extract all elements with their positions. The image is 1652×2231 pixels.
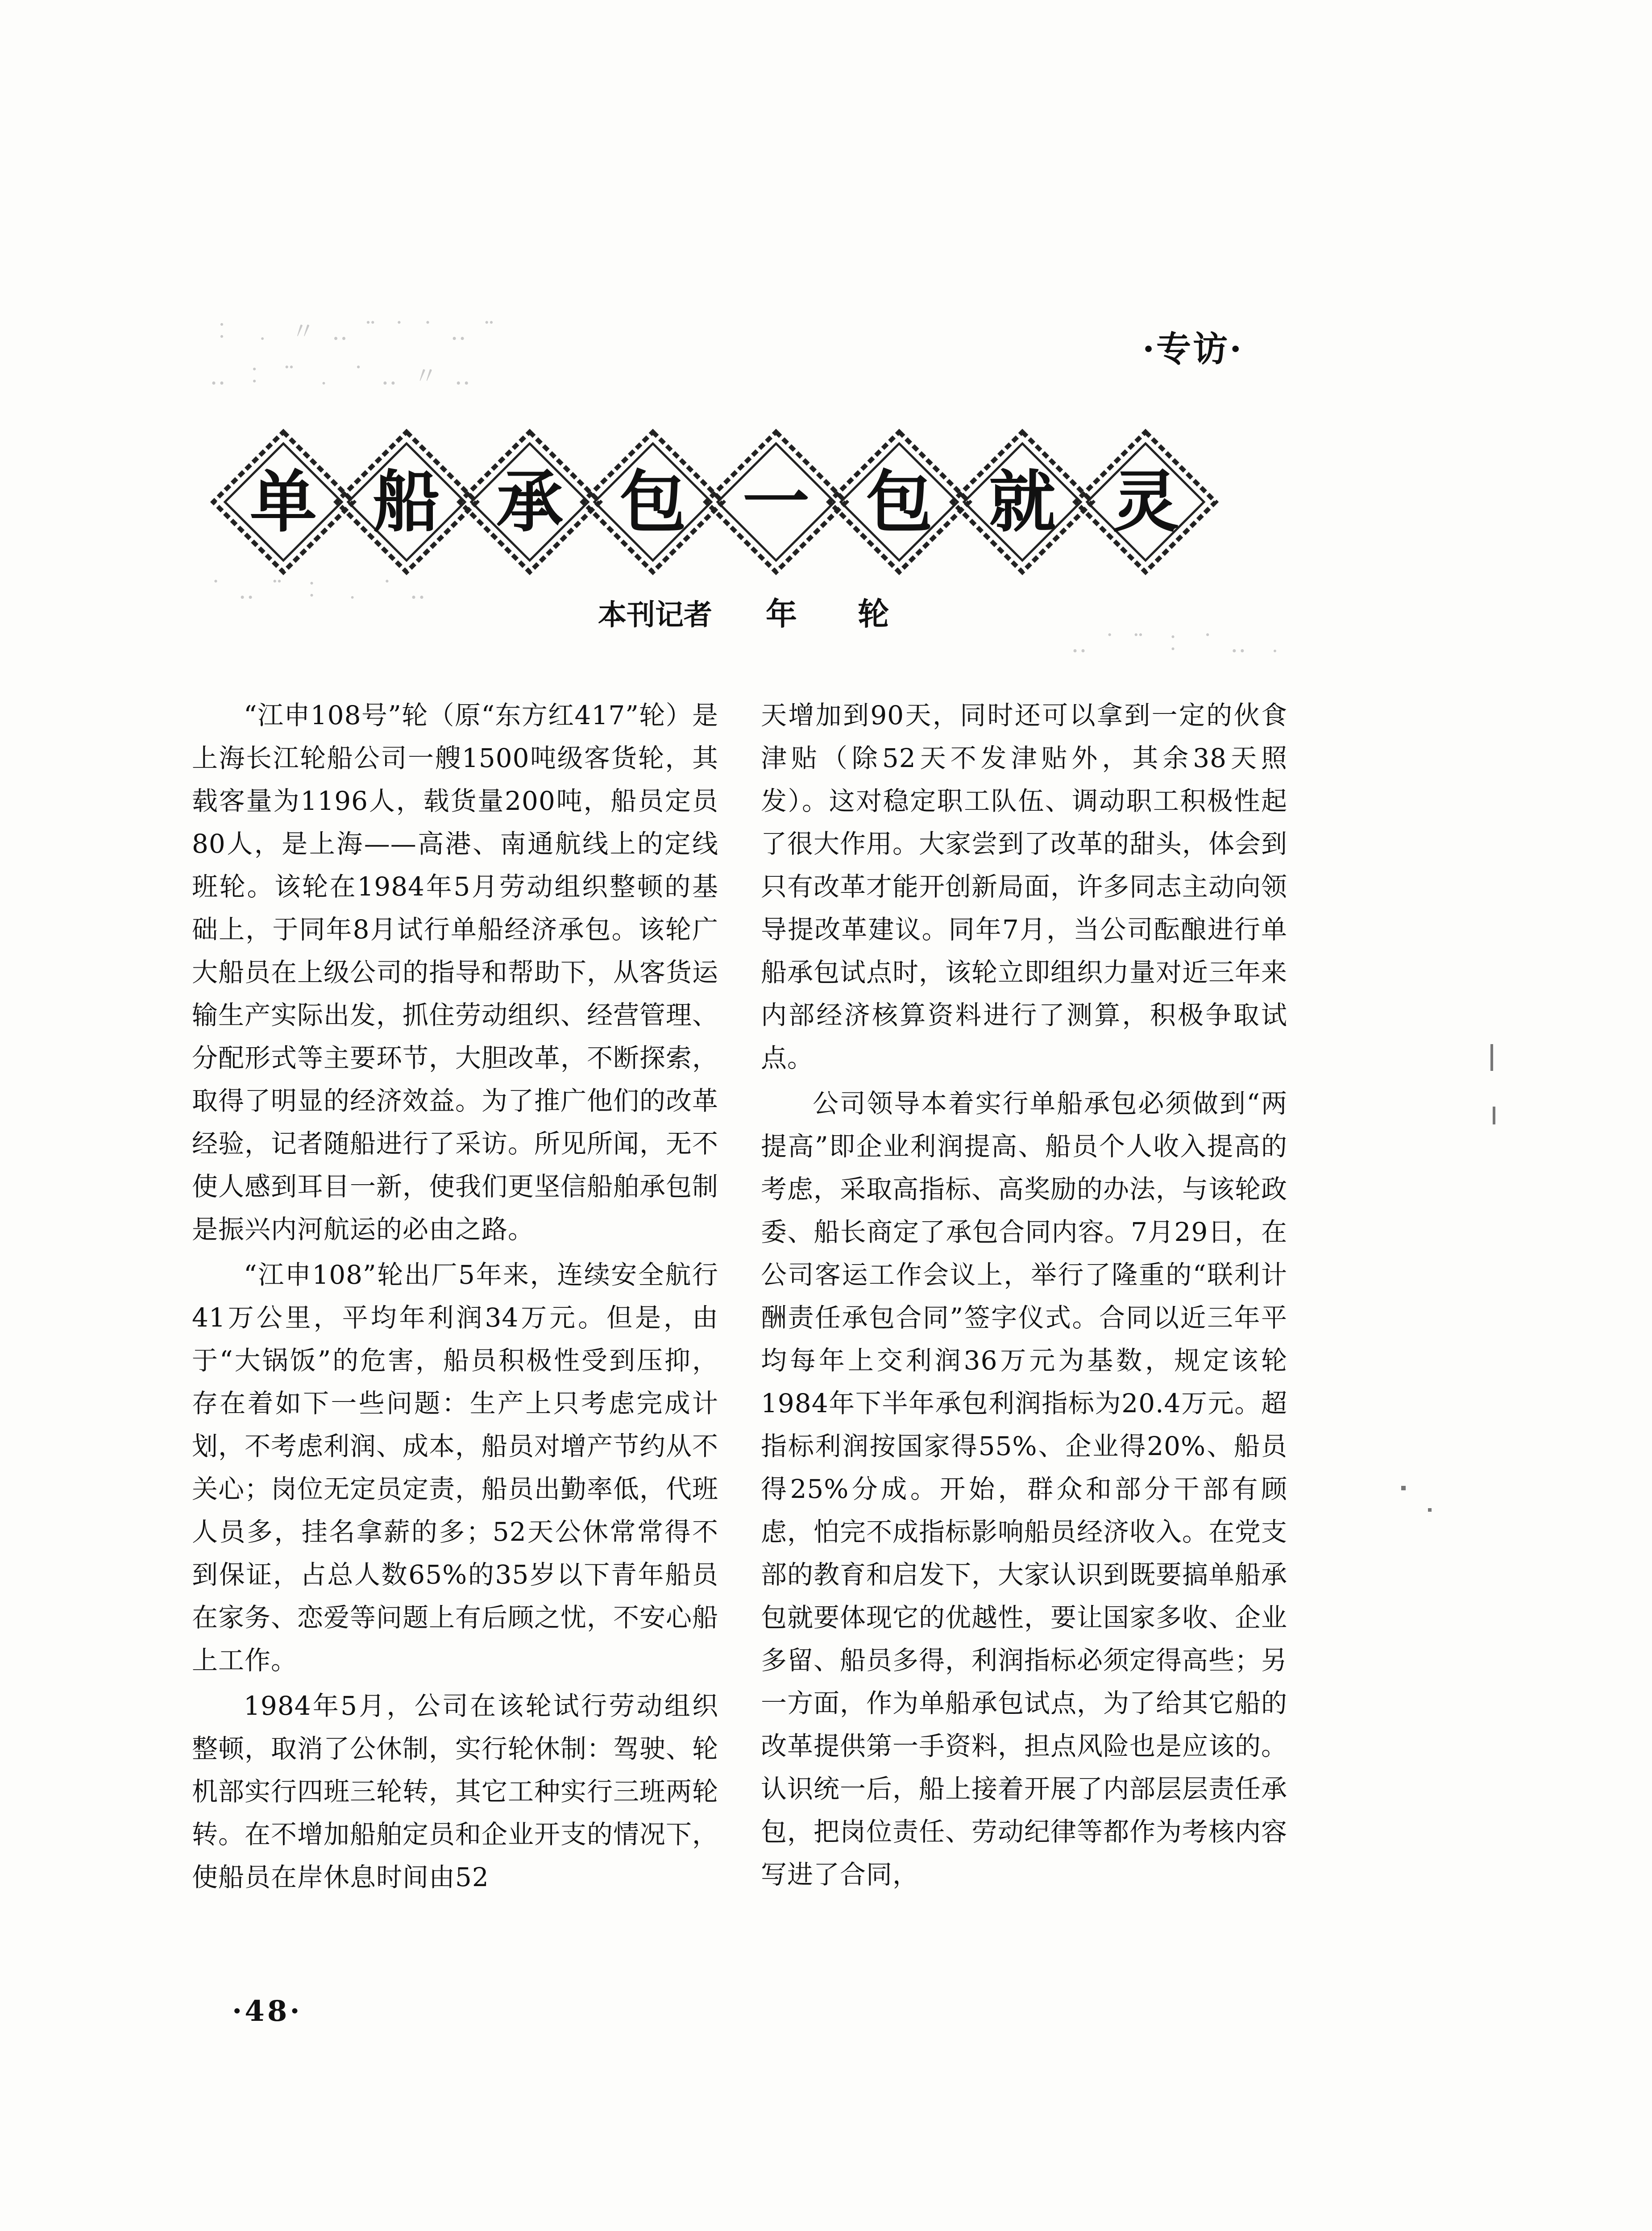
paragraph: 公司领导本着实行单船承包必须做到“两提高”即企业利润提高、船员个人收入提高的考虑，采取高指标、高奖励的办法，与该轮政委、船长商定了承包合同内容。7月29日，在公司客运工作会议上，举行了隆重的“联利计酬责任承包合同”签字仪式。合同以近三年平均每年上交利润36万元为基数，规定该轮1984年下半年承包利润指标为20.4万元。超指标利润按国家得55%、企业得20%、船员得25%分成。开始，群众和部分干部有顾虑，怕完不成指标影响船员经济收入。在党支部的教育和启发下，大家认识到既要搞单船承包就要体现它的优越性，要让国家多收、企业多留、船员多得，利润指标必须定得高些；另一方面，作为单船承包试点，为了给其它船的改革提供第一手资料，担点风险也是应该的。认识统一后，船上接着开展了内部层层责任承包，把岗位责任、劳动纪律等都作为考核内容写进了合同， — [761, 1088, 1288, 1890]
scan-speck — [1493, 1107, 1495, 1124]
scan-speck — [1401, 1486, 1406, 1490]
title-char: 包 — [865, 463, 933, 541]
paragraph: 天增加到90天，同时还可以拿到一定的伙食津贴（除52天不发津贴外，其余38天照发）。这对稳定职工队伍、调动职工积极性起了很大作用。大家尝到了改革的甜头，体会到只有改革才能开创新局面，许多同志主动向领导提改革建议。同年7月，当公司酝酿进行单船承包试点时，该轮立即组织力量对近三年来内部经济核算资料进行了测算，积极争取试点。 — [761, 700, 1288, 1073]
byline-author: 年 轮 — [766, 595, 914, 632]
paragraph: “江申108”轮出厂5年来，连续安全航行41万公里，平均年利润34万元。但是，由于“大锅饭”的危害，船员积极性受到压抑，存在着如下一些问题：生产上只考虑完成计划，不考虑利润、成本，船员对增产节约从不关心；岗位无定员定责，船员出勤率低，代班人员多，挂名拿薪的多；52天公休常常得不到保证，占总人数65%的35岁以下青年船员在家务、恋爱等问题上有后顾之忧，不安心船上工作。 — [192, 1260, 719, 1675]
right-column — [761, 694, 1287, 1899]
column-tag: ·专访· — [1142, 329, 1244, 369]
scan-speck — [1490, 1044, 1493, 1071]
title-char: 灵 — [1112, 463, 1179, 541]
paragraph: “江申108号”轮（原“东方红417”轮）是上海长江轮船公司一艘1500吨级客货轮，其载客量为1196人，载货量200吨，船员定员80人，是上海——高港、南通航线上的定线班轮。该轮在1984年5月劳动组织整顿的基础上，于同年8月试行单船经济承包。该轮广大船员在上级公司的指导和帮助下，从客货运输生产实际出发，抓住劳动组织、经营管理、分配形式等主要环节，大胆改革，不断探索，取得了明显的经济效益。为了推广他们的改革经验，记者随船进行了采访。所见所闻，无不使人感到耳目一新，使我们更坚信船舶承包制是振兴内河航运的必由之路。 — [192, 700, 719, 1244]
bleed-through-text: ˙ ‥ ¨ ︰ ﹒ ˙ ‥ — [210, 576, 431, 604]
title-char: 承 — [496, 463, 563, 541]
bleed-through-text: ︰ ﹒ 〃 ‥ ¨ ˙ ˙ ‥ ¨ — [210, 317, 500, 345]
scan-speck — [1428, 1508, 1432, 1512]
article-title — [210, 428, 1218, 580]
byline-label: 本刊记者 — [598, 598, 712, 632]
title-char: 就 — [988, 463, 1056, 541]
title-char: 单 — [249, 463, 317, 541]
title-char: 包 — [619, 463, 686, 541]
paragraph: 1984年5月，公司在该轮试行劳动组织整顿，取消了公休制，实行轮休制：驾驶、轮机部实行四班三轮转，其它工种实行三班两轮转。在不增加船舶定员和企业开支的情况下，使船员在岸休息时间由52 — [192, 1691, 719, 1892]
bleed-through-text: ‥ ˙ ¨ ︰ ˙ ‥ ﹒ — [1071, 630, 1292, 658]
title-char: 船 — [373, 463, 440, 541]
left-column — [192, 694, 718, 1901]
byline — [598, 589, 914, 634]
page-number: ·48· — [232, 1995, 303, 2028]
bleed-through-text: ‥ ︰ ¨ ﹒ ˙ ‥ 〃 ‥ — [210, 362, 475, 390]
title-char-frame — [1072, 428, 1219, 576]
title-char: 一 — [742, 463, 809, 541]
